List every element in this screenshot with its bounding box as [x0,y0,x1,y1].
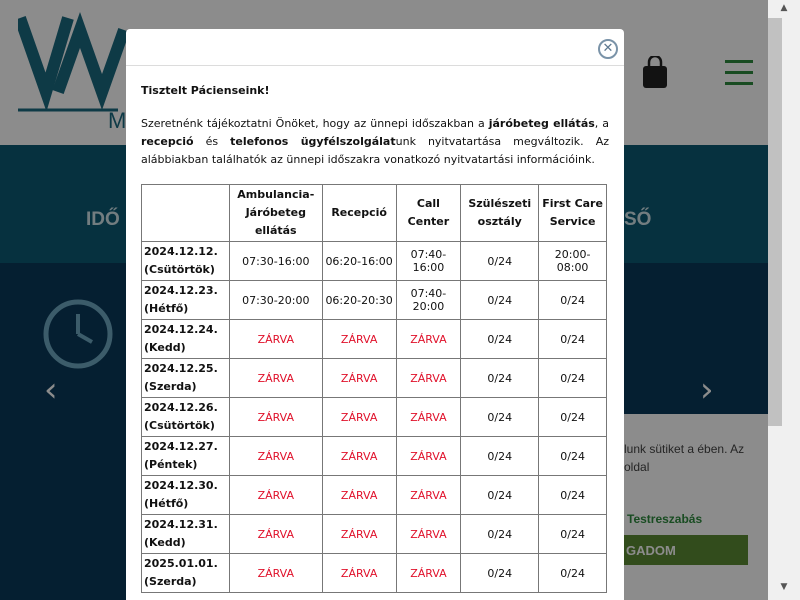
hours-cell: 0/24 [461,398,539,437]
hours-cell: ZÁRVA [229,437,322,476]
modal-intro: Szeretnénk tájékoztatni Önöket, hogy az ünnepi időszakban a járóbeteg ellátás, a recepció és telefonos ügyfélszolgálatunk nyitvatartása megváltozik. Az alábbiakban találhatók az ünnepi időszakra vonatkozó nyitvatartási információink. [141,117,610,166]
day-value: (Kedd) [144,341,186,354]
day-value: (Szerda) [144,380,197,393]
hours-cell: ZÁRVA [229,320,322,359]
table-header-row [142,185,607,242]
cookie-customize-link[interactable]: Testreszabás [627,512,703,526]
hours-cell: ZÁRVA [322,320,396,359]
hours-cell: 07:40-16:00 [396,242,461,281]
scroll-thumb[interactable] [768,18,782,426]
date-value: 2024.12.31. [144,518,218,531]
day-value: (Csütörtök) [144,263,215,276]
date-value: 2024.12.25. [144,362,218,375]
date-value: 2024.12.27. [144,440,218,453]
hours-cell: 07:30-16:00 [229,242,322,281]
hours-cell: 07:30-20:00 [229,281,322,320]
hours-cell: 20:00-08:00 [539,242,607,281]
hours-cell: ZÁRVA [322,359,396,398]
table-row [142,398,607,437]
hours-cell: ZÁRVA [396,515,461,554]
close-icon[interactable]: ✕ [598,39,618,59]
column-header: Call Center [396,185,461,242]
table-row [142,476,607,515]
date-cell [142,476,230,515]
date-value: 2024.12.26. [144,401,218,414]
hours-cell: 06:20-20:30 [322,281,396,320]
hours-cell: 07:40-20:00 [396,281,461,320]
table-row [142,437,607,476]
column-header: First Care Service [539,185,607,242]
hours-cell: ZÁRVA [322,437,396,476]
day-value: (Hétfő) [144,497,189,510]
day-value: (Szerda) [144,575,197,588]
hours-cell: ZÁRVA [322,398,396,437]
hours-cell: 06:20-16:00 [322,242,396,281]
hours-cell: 0/24 [461,242,539,281]
hours-cell: 0/24 [461,515,539,554]
banner-text-left: IDŐ [86,209,120,230]
hours-cell: ZÁRVA [322,554,396,593]
scrollbar[interactable] [768,0,800,600]
modal-header [126,29,624,66]
scroll-down-icon[interactable]: ▼ [780,582,788,592]
hours-cell: ZÁRVA [396,437,461,476]
date-value: 2024.12.23. [144,284,218,297]
column-header: Ambulancia-Járóbeteg ellátás [229,185,322,242]
hours-cell: 0/24 [539,437,607,476]
hours-cell: ZÁRVA [396,554,461,593]
hours-cell: 0/24 [539,554,607,593]
date-cell [142,437,230,476]
date-cell [142,359,230,398]
table-row [142,320,607,359]
date-cell [142,554,230,593]
hours-cell: ZÁRVA [229,515,322,554]
holiday-hours-table [141,184,607,593]
table-row [142,359,607,398]
hours-cell: 0/24 [539,359,607,398]
table-row [142,281,607,320]
hours-cell: 0/24 [461,437,539,476]
hours-cell: 0/24 [539,515,607,554]
table-row [142,242,607,281]
scroll-up-icon[interactable]: ▲ [780,3,788,13]
date-value: 2024.12.30. [144,479,218,492]
day-value: (Csütörtök) [144,419,215,432]
date-value: 2025.01.01. [144,557,218,570]
hours-cell: ZÁRVA [396,359,461,398]
date-value: 2024.12.12. [144,245,218,258]
hours-cell: ZÁRVA [396,320,461,359]
date-cell [142,242,230,281]
hours-cell: 0/24 [539,476,607,515]
holiday-hours-modal [126,29,624,600]
hours-cell: 0/24 [539,398,607,437]
hours-cell: 0/24 [461,476,539,515]
column-header: Recepció [322,185,396,242]
hours-cell: ZÁRVA [322,476,396,515]
banner-text-right: SŐ [624,209,652,230]
hours-cell: ZÁRVA [229,398,322,437]
hours-cell: 0/24 [461,320,539,359]
hours-cell: 0/24 [461,281,539,320]
hours-cell: ZÁRVA [229,476,322,515]
day-value: (Hétfő) [144,302,189,315]
date-cell [142,320,230,359]
date-value: 2024.12.24. [144,323,218,336]
day-value: (Kedd) [144,536,186,549]
hours-cell: ZÁRVA [396,476,461,515]
chevron-left-icon[interactable]: ‹ [44,370,58,410]
modal-greeting: Tisztelt Pácienseink! [141,84,270,97]
column-header [142,185,230,242]
table-row [142,515,607,554]
hours-cell: ZÁRVA [229,554,322,593]
hours-cell: 0/24 [461,359,539,398]
hours-cell: ZÁRVA [229,359,322,398]
cookie-accept-button[interactable]: GADOM [624,535,748,565]
hours-cell: ZÁRVA [322,515,396,554]
day-value: (Péntek) [144,458,198,471]
hours-cell: 0/24 [539,320,607,359]
hours-cell: 0/24 [461,554,539,593]
date-cell [142,398,230,437]
date-cell [142,281,230,320]
hours-cell: ZÁRVA [396,398,461,437]
hours-cell: 0/24 [539,281,607,320]
logo-letter: M [108,108,127,133]
date-cell [142,515,230,554]
column-header: Szülészeti osztály [461,185,539,242]
cookie-text: lunk sütiket a ében. Az oldal [624,442,745,474]
chevron-right-icon[interactable]: › [700,370,714,410]
modal-body [126,66,624,593]
table-row [142,554,607,593]
